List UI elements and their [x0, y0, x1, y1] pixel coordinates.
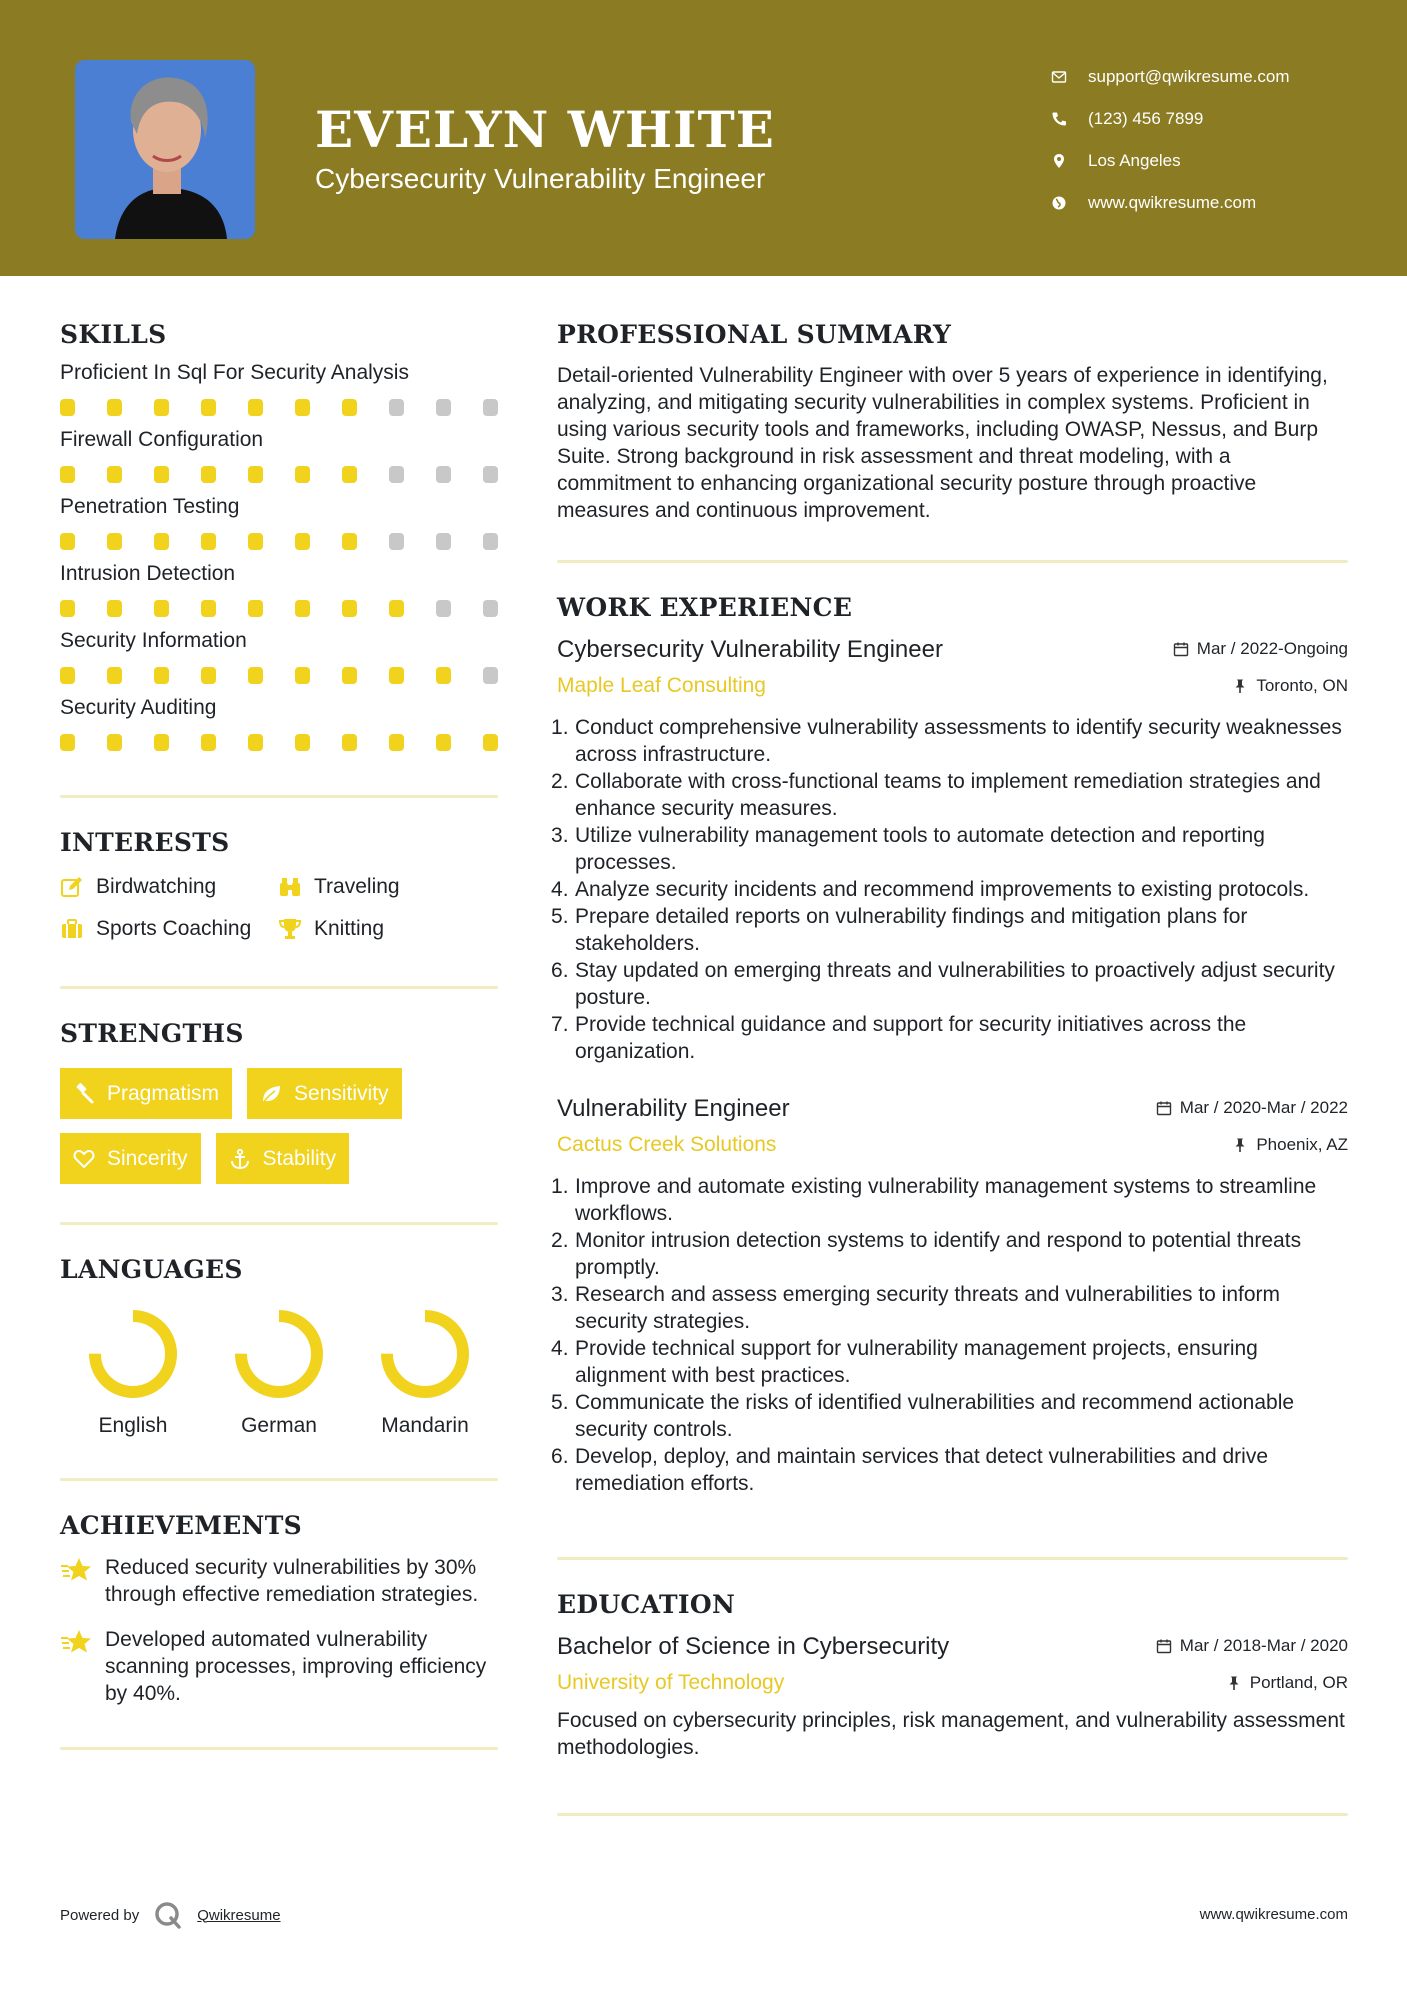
anchor-icon	[229, 1148, 251, 1170]
skill-rating-dot	[436, 667, 451, 684]
skill-rating-dot	[60, 734, 75, 751]
skill-rating-dot	[107, 600, 122, 617]
left-column	[60, 320, 498, 1750]
phone-icon	[1050, 110, 1068, 128]
skill-rating-dot	[342, 399, 357, 416]
contact-location	[1050, 140, 1290, 182]
skill-rating	[60, 600, 498, 617]
skill-rating-dot	[248, 399, 263, 416]
skill-rating-dot	[248, 533, 263, 550]
contact-email[interactable]	[1050, 56, 1290, 98]
job-location	[1232, 1135, 1348, 1155]
contact-website[interactable]	[1050, 182, 1290, 224]
skill-rating-dot	[295, 533, 310, 550]
skill-rating-dot	[342, 667, 357, 684]
contact-phone-text: (123) 456 7899	[1088, 109, 1204, 128]
portrait-image	[75, 60, 255, 239]
education-date	[1156, 1636, 1348, 1656]
interest-item	[60, 917, 278, 941]
languages-heading: LANGUAGES	[60, 1255, 243, 1284]
briefcase-icon	[60, 917, 84, 941]
skill-rating-dot	[60, 600, 75, 617]
degree-title: Bachelor of Science in Cybersecurity	[557, 1633, 950, 1660]
globe-icon	[1050, 194, 1068, 212]
skill-name: Penetration Testing	[60, 495, 240, 518]
responsibility-list	[557, 1173, 1348, 1497]
company-name: Maple Leaf Consulting	[557, 674, 766, 697]
skill-rating	[60, 667, 498, 684]
education-section	[557, 1590, 1348, 1761]
brand-link[interactable]: Qwikresume	[197, 1906, 281, 1924]
achievement-text: Developed automated vulnerability scanning processes, improving efficiency by 40%.	[105, 1628, 487, 1705]
qwikresume-logo-icon	[153, 1900, 183, 1930]
candidate-title: Cybersecurity Vulnerability Engineer	[315, 163, 766, 194]
language-level-ring	[377, 1306, 473, 1402]
skill-rating	[60, 466, 498, 483]
achievements-heading: ACHIEVEMENTS	[60, 1511, 302, 1540]
strengths-list	[60, 1068, 498, 1184]
interest-label: Sports Coaching	[96, 917, 252, 940]
heart-icon	[73, 1148, 95, 1170]
skill-rating	[60, 734, 498, 751]
skill-rating-dot	[107, 734, 122, 751]
language-level-ring	[231, 1306, 327, 1402]
skill-rating-dot	[107, 667, 122, 684]
skill-rating-dot	[483, 533, 498, 550]
job-date-text: Mar / 2020-Mar / 2022	[1179, 1098, 1348, 1117]
skill-name: Security Auditing	[60, 696, 217, 719]
job-title: Vulnerability Engineer	[557, 1095, 790, 1122]
skill-rating-dot	[154, 734, 169, 751]
language-item	[352, 1306, 498, 1438]
powered-by-label: Powered by	[60, 1906, 140, 1924]
skill-rating-dot	[248, 600, 263, 617]
skill-rating-dot	[154, 466, 169, 483]
responsibility-item: Stay updated on emerging threats and vulnerabilities to proactively adjust security posture.	[575, 959, 1335, 1009]
job-date-text: Mar / 2022-Ongoing	[1196, 639, 1348, 658]
skills-list	[60, 361, 498, 751]
strength-label: Sincerity	[107, 1146, 188, 1170]
job-title: Cybersecurity Vulnerability Engineer	[557, 636, 943, 663]
section-divider	[60, 1478, 498, 1481]
binoculars-icon	[278, 875, 302, 899]
responsibility-item: Conduct comprehensive vulnerability assessments to identify security weaknesses across infrastructure.	[575, 716, 1342, 766]
skill-rating-dot	[483, 466, 498, 483]
skill-rating-dot	[389, 734, 404, 751]
skill-rating-dot	[154, 667, 169, 684]
interests-section	[60, 828, 498, 941]
interests-heading: INTERESTS	[60, 828, 230, 857]
skill-rating-dot	[107, 466, 122, 483]
skill-rating-dot	[342, 533, 357, 550]
skill-rating-dot	[60, 533, 75, 550]
profile-photo	[75, 60, 255, 239]
education-location	[1226, 1673, 1348, 1693]
language-level-ring	[85, 1306, 181, 1402]
responsibility-item: Provide technical support for vulnerability management projects, ensuring alignment with best practices.	[575, 1337, 1258, 1387]
skill-rating-dot	[342, 734, 357, 751]
strength-tag	[216, 1133, 350, 1184]
contact-list	[1050, 56, 1290, 224]
company-name: Cactus Creek Solutions	[557, 1133, 777, 1156]
section-divider	[557, 1557, 1348, 1560]
skill-name: Security Information	[60, 629, 247, 652]
skill-rating-dot	[295, 399, 310, 416]
achievement-text: Reduced security vulnerabilities by 30% through effective remediation strategies.	[105, 1556, 479, 1606]
skill-rating-dot	[483, 600, 498, 617]
strengths-section	[60, 1019, 498, 1184]
job-date	[1156, 1098, 1348, 1118]
experience-section	[557, 593, 1348, 1497]
responsibility-item: Analyze security incidents and recommend improvements to existing protocols.	[575, 878, 1310, 901]
skill-rating-dot	[201, 667, 216, 684]
education-date-text: Mar / 2018-Mar / 2020	[1179, 1636, 1348, 1655]
skill-rating-dot	[107, 399, 122, 416]
calendar-icon	[1173, 641, 1189, 657]
skill-rating	[60, 399, 498, 416]
section-divider	[557, 1813, 1348, 1816]
contact-phone[interactable]	[1050, 98, 1290, 140]
strength-tag	[60, 1068, 232, 1119]
achievements-section	[60, 1511, 498, 1707]
skill-rating-dot	[154, 399, 169, 416]
skill-rating-dot	[389, 667, 404, 684]
right-column	[557, 320, 1348, 1816]
skill-rating-dot	[248, 466, 263, 483]
strength-label: Sensitivity	[294, 1081, 389, 1105]
achievement-item	[60, 1554, 498, 1608]
skill-rating-dot	[483, 734, 498, 751]
languages-list	[60, 1306, 498, 1438]
skill-rating-dot	[389, 533, 404, 550]
skill-rating-dot	[201, 600, 216, 617]
gavel-icon	[73, 1083, 95, 1105]
interest-label: Traveling	[314, 875, 400, 898]
header-banner	[0, 0, 1407, 276]
contact-website-text: www.qwikresume.com	[1088, 193, 1257, 212]
skill-rating-dot	[60, 667, 75, 684]
skill-name: Intrusion Detection	[60, 562, 236, 585]
star-icon	[60, 1554, 94, 1588]
skills-section	[60, 320, 498, 751]
footer-url[interactable]: www.qwikresume.com	[1199, 1906, 1348, 1923]
map-pin-icon	[1050, 152, 1068, 170]
responsibility-item: Provide technical guidance and support for security initiatives across the organization.	[575, 1013, 1247, 1063]
skill-rating-dot	[201, 533, 216, 550]
candidate-name: EVELYN WHITE	[315, 100, 775, 159]
education-heading: EDUCATION	[557, 1590, 736, 1619]
section-divider	[60, 795, 498, 798]
calendar-icon	[1156, 1100, 1172, 1116]
education-description: Focused on cybersecurity principles, risk management, and vulnerability assessment methodologies.	[557, 1709, 1345, 1759]
strengths-heading: STRENGTHS	[60, 1019, 244, 1048]
envelope-icon	[1050, 68, 1068, 86]
skill-rating-dot	[60, 399, 75, 416]
experience-heading: WORK EXPERIENCE	[557, 593, 853, 622]
interest-item	[278, 917, 498, 941]
contact-location-text: Los Angeles	[1088, 151, 1181, 170]
section-divider	[60, 1747, 498, 1750]
skill-rating-dot	[295, 466, 310, 483]
strength-tag	[60, 1133, 201, 1184]
skill-rating-dot	[107, 533, 122, 550]
school-name: University of Technology	[557, 1671, 785, 1694]
summary-text: Detail-oriented Vulnerability Engineer with over 5 years of experience in identifying, analyzing, and mitigating security vulnerabilities in complex systems. Proficient in using various security tools and frameworks, including OWASP, Nessus, and Burp Suite. Strong background in risk assessment and threat modeling, with a commitment to enhancing organizational security posture through proactive measures and continuous improvement.	[557, 364, 1328, 522]
language-item	[206, 1306, 352, 1438]
contact-email-text: support@qwikresume.com	[1088, 67, 1290, 86]
skill-rating-dot	[436, 600, 451, 617]
pencil-square-icon	[60, 875, 84, 899]
strength-label: Pragmatism	[107, 1081, 220, 1105]
skill-rating-dot	[389, 600, 404, 617]
responsibility-item: Improve and automate existing vulnerability management systems to streamline workflows.	[575, 1175, 1317, 1225]
skill-rating-dot	[295, 734, 310, 751]
responsibility-item: Monitor intrusion detection systems to identify and respond to potential threats promptly.	[575, 1229, 1302, 1279]
language-name: English	[98, 1414, 168, 1437]
job-location	[1232, 676, 1348, 696]
skill-rating-dot	[60, 466, 75, 483]
footer-powered-by	[60, 1900, 281, 1930]
skills-heading: SKILLS	[60, 320, 167, 349]
strength-tag	[247, 1068, 402, 1119]
education-location-text: Portland, OR	[1249, 1673, 1348, 1692]
skill-rating-dot	[248, 667, 263, 684]
skill-rating-dot	[436, 533, 451, 550]
skill-name: Proficient In Sql For Security Analysis	[60, 361, 409, 384]
skill-rating-dot	[154, 600, 169, 617]
skill-rating-dot	[389, 466, 404, 483]
calendar-icon	[1156, 1638, 1172, 1654]
trophy-icon	[278, 917, 302, 941]
skill-rating-dot	[201, 399, 216, 416]
interest-item	[60, 875, 278, 899]
skill-rating-dot	[436, 399, 451, 416]
star-icon	[60, 1626, 94, 1660]
job-entry	[557, 636, 1348, 1065]
section-divider	[557, 560, 1348, 563]
responsibility-list	[557, 714, 1348, 1065]
skill-rating-dot	[201, 734, 216, 751]
skill-rating-dot	[342, 600, 357, 617]
skill-rating-dot	[342, 466, 357, 483]
language-name: Mandarin	[381, 1414, 469, 1437]
skill-rating-dot	[436, 734, 451, 751]
interest-label: Birdwatching	[96, 875, 217, 898]
strength-label: Stability	[262, 1146, 337, 1170]
responsibility-item: Research and assess emerging security threats and vulnerabilities to inform security strategies.	[575, 1283, 1281, 1333]
pushpin-icon	[1232, 1137, 1248, 1153]
skill-rating-dot	[436, 466, 451, 483]
responsibility-item: Collaborate with cross-functional teams to implement remediation strategies and enhance security measures.	[575, 770, 1321, 820]
skill-rating-dot	[248, 734, 263, 751]
language-item	[60, 1306, 206, 1438]
skill-rating-dot	[389, 399, 404, 416]
skill-rating-dot	[154, 533, 169, 550]
job-location-text: Phoenix, AZ	[1256, 1135, 1348, 1154]
skill-rating-dot	[295, 667, 310, 684]
pushpin-icon	[1226, 1675, 1242, 1691]
skill-name: Firewall Configuration	[60, 428, 264, 451]
skill-rating-dot	[483, 399, 498, 416]
interest-label: Knitting	[314, 917, 385, 940]
responsibility-item: Utilize vulnerability management tools to automate detection and reporting processes.	[575, 824, 1265, 874]
job-date	[1173, 639, 1348, 659]
pushpin-icon	[1232, 678, 1248, 694]
job-entry	[557, 1095, 1348, 1497]
section-divider	[60, 986, 498, 989]
skill-rating-dot	[201, 466, 216, 483]
achievement-item	[60, 1626, 498, 1707]
language-name: German	[241, 1414, 317, 1437]
summary-section	[557, 320, 1348, 524]
interest-item	[278, 875, 498, 899]
skill-rating	[60, 533, 498, 550]
responsibility-item: Prepare detailed reports on vulnerability findings and mitigation plans for stakeholders.	[575, 905, 1248, 955]
leaf-icon	[260, 1083, 282, 1105]
interests-list	[60, 875, 498, 941]
skill-rating-dot	[295, 600, 310, 617]
section-divider	[60, 1222, 498, 1225]
responsibility-item: Communicate the risks of identified vulnerabilities and recommend actionable security controls.	[575, 1391, 1295, 1441]
responsibility-item: Develop, deploy, and maintain services that detect vulnerabilities and drive remediation efforts.	[575, 1445, 1268, 1495]
summary-heading: PROFESSIONAL SUMMARY	[557, 320, 952, 349]
skill-rating-dot	[483, 667, 498, 684]
job-location-text: Toronto, ON	[1256, 676, 1348, 695]
languages-section	[60, 1255, 498, 1438]
